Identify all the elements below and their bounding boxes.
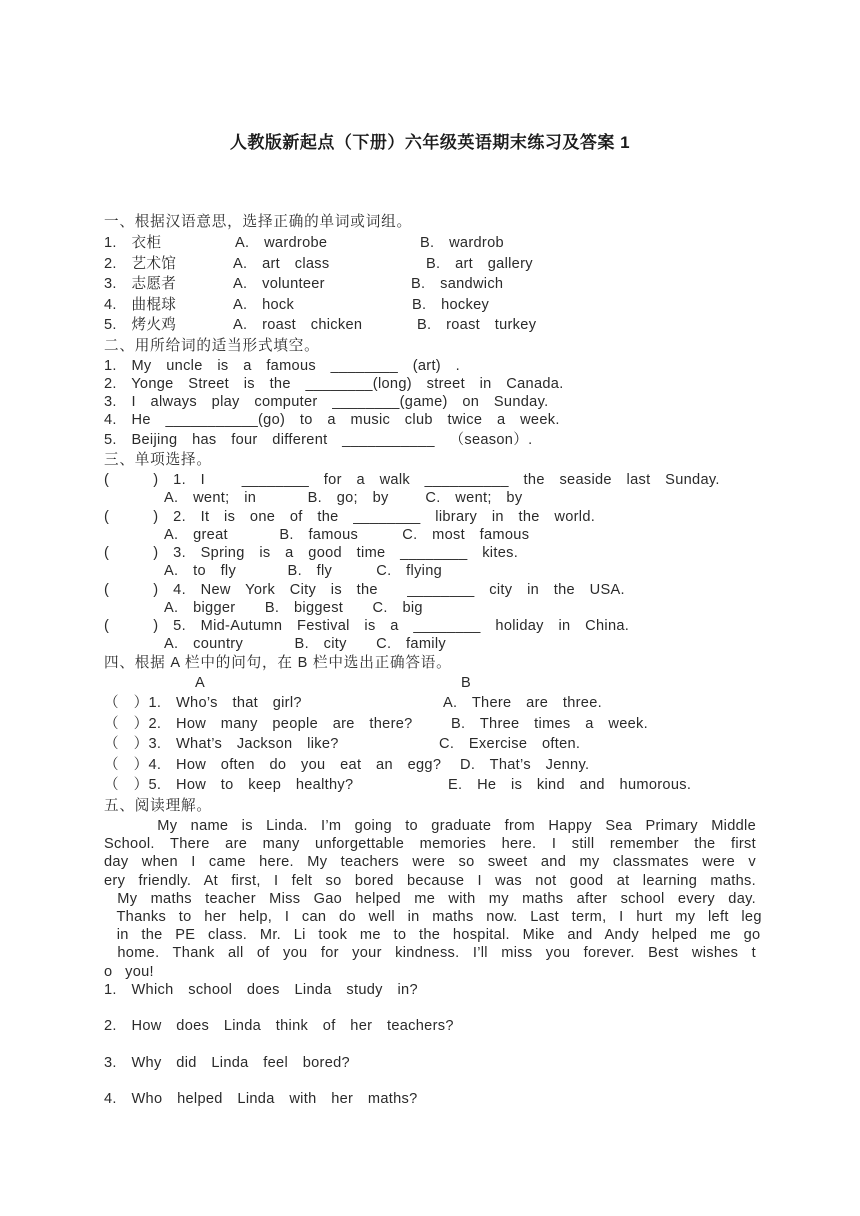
- s3-item-5-question: ( ) 5. Mid-Autumn Festival is a ________ holiday in China.: [104, 618, 630, 634]
- column-b-label: B: [461, 675, 472, 691]
- passage-line: ery friendly. At first, I felt so bored because I was not good at learning maths.: [104, 872, 756, 889]
- section-3-heading: 三、单项选择。: [104, 452, 212, 468]
- s2-item-2: 2. Yonge Street is the ________(long) street in Canada.: [104, 376, 564, 392]
- s1-item-5-option-b: B. roast turkey: [417, 317, 537, 333]
- section-2-heading: 二、用所给词的适当形式填空。: [104, 338, 320, 354]
- passage-line: Thanks to her help, I can do well in maths now. Last term, I hurt my left leg: [104, 909, 762, 926]
- s4-item-1-question: （ ）1. Who’s that girl?: [104, 695, 302, 711]
- s3-item-4-options: A. bigger B. biggest C. big: [164, 600, 423, 616]
- s2-item-1: 1. My uncle is a famous ________ (art) .: [104, 358, 461, 374]
- s3-item-1-question: ( ) 1. I ________ for a walk __________ the seaside last Sunday.: [104, 472, 720, 488]
- s1-item-4-option-a: A. hock: [233, 297, 295, 313]
- column-a-label: A: [195, 675, 206, 691]
- s1-item-5-question: 5. 烤火鸡: [104, 317, 177, 333]
- passage-line: o you!: [104, 963, 154, 980]
- passage-line: day when I came here. My teachers were so sweet and my classmates were v: [104, 854, 756, 871]
- s3-item-3-question: ( ) 3. Spring is a good time ________ kites.: [104, 545, 519, 561]
- s5-question-1: 1. Which school does Linda study in?: [104, 982, 418, 998]
- s3-item-2-options: A. great B. famous C. most famous: [164, 527, 530, 543]
- s1-item-3-option-a: A. volunteer: [233, 276, 325, 292]
- passage-line: My maths teacher Miss Gao helped me with my maths after school every day.: [104, 890, 756, 907]
- s2-item-4: 4. He ___________(go) to a music club twice a week.: [104, 412, 560, 428]
- section-1-heading: 一、根据汉语意思，选择正确的单词或词组。: [104, 214, 412, 230]
- passage-line: School. There are many unforgettable memories here. I still remember the first: [104, 836, 756, 853]
- s1-item-2-question: 2. 艺术馆: [104, 256, 177, 272]
- s3-item-4-question: ( ) 4. New York City is the ________ city in the USA.: [104, 582, 625, 598]
- s1-item-1-option-a: A. wardrobe: [235, 235, 328, 251]
- passage-line: in the PE class. Mr. Li took me to the hospital. Mike and Andy helped me go: [104, 927, 761, 944]
- s4-item-3-answer: C. Exercise often.: [439, 736, 581, 752]
- s4-item-5-question: （ ）5. How to keep healthy?: [104, 777, 354, 793]
- s3-item-2-question: ( ) 2. It is one of the ________ library in the world.: [104, 509, 596, 525]
- s4-item-4-answer: D. That’s Jenny.: [460, 757, 590, 773]
- s5-question-4: 4. Who helped Linda with her maths?: [104, 1091, 418, 1107]
- s1-item-1-question: 1. 衣柜: [104, 235, 162, 251]
- document-title: 人教版新起点（下册）六年级英语期末练习及答案 1: [229, 133, 631, 152]
- s4-item-1-answer: A. There are three.: [443, 695, 602, 711]
- s1-item-4-question: 4. 曲棍球: [104, 297, 177, 313]
- s1-item-3-option-b: B. sandwich: [411, 276, 504, 292]
- passage-line: home. Thank all of you for your kindness. I’ll miss you forever. Best wishes t: [104, 945, 756, 962]
- s1-item-2-option-b: B. art gallery: [426, 256, 533, 272]
- s4-item-5-answer: E. He is kind and humorous.: [448, 777, 692, 793]
- section-5-heading: 五、阅读理解。: [104, 798, 212, 814]
- s3-item-3-options: A. to fly B. fly C. flying: [164, 563, 443, 579]
- s4-item-2-answer: B. Three times a week.: [451, 716, 648, 732]
- s4-item-2-question: （ ）2. How many people are there?: [104, 716, 413, 732]
- s3-item-1-options: A. went; in B. go; by C. went; by: [164, 490, 523, 506]
- s5-question-2: 2. How does Linda think of her teachers?: [104, 1018, 454, 1034]
- s1-item-5-option-a: A. roast chicken: [233, 317, 363, 333]
- s2-item-3: 3. I always play computer ________(game) on Sunday.: [104, 394, 549, 410]
- s1-item-1-option-b: B. wardrob: [420, 235, 504, 251]
- s1-item-3-question: 3. 志愿者: [104, 276, 177, 292]
- s4-item-3-question: （ ）3. What’s Jackson like?: [104, 736, 339, 752]
- passage-line: My name is Linda. I’m going to graduate from Happy Sea Primary Middle: [104, 818, 756, 834]
- s1-item-4-option-b: B. hockey: [412, 297, 490, 313]
- s3-item-5-options: A. country B. city C. family: [164, 636, 446, 652]
- section-4-heading: 四、根据 A 栏中的问句，在 B 栏中选出正确答语。: [104, 655, 452, 671]
- s2-item-5: 5. Beijing has four different ___________ （season）.: [104, 432, 533, 448]
- s4-item-4-question: （ ）4. How often do you eat an egg?: [104, 757, 442, 773]
- s5-question-3: 3. Why did Linda feel bored?: [104, 1055, 350, 1071]
- reading-passage: [104, 817, 762, 981]
- s1-item-2-option-a: A. art class: [233, 256, 330, 272]
